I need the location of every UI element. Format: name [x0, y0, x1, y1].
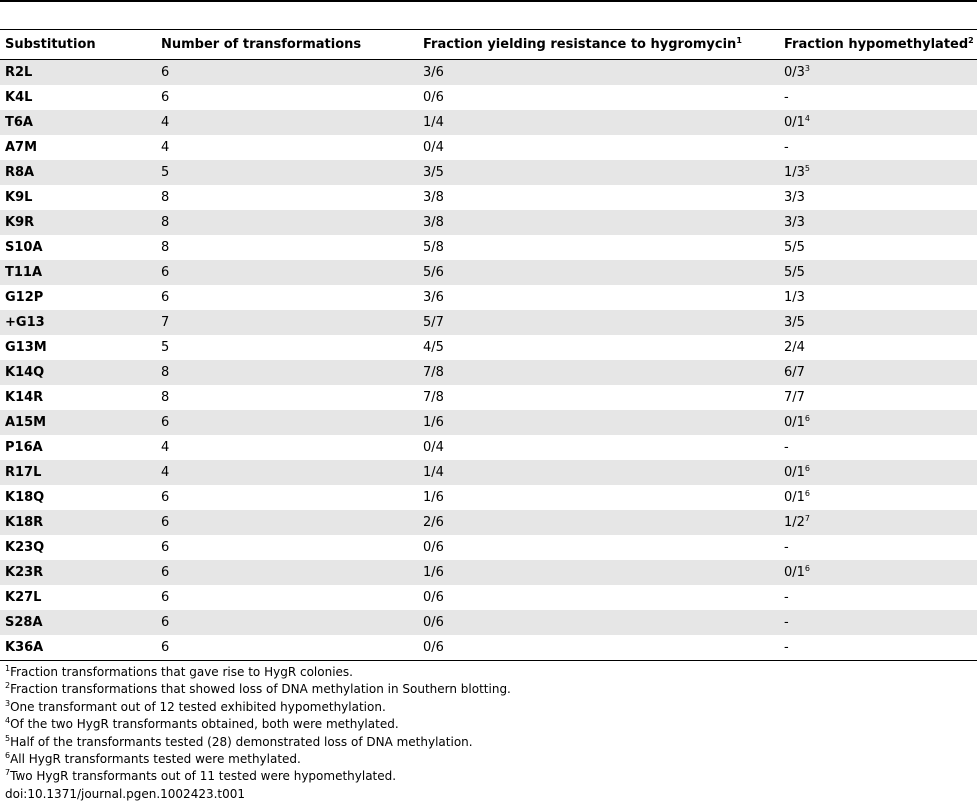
footnote-marker: 7	[804, 514, 811, 523]
footnote-text: All HygR transformants tested were methylated.	[10, 752, 301, 767]
footnote-marker: 5	[5, 733, 11, 743]
transformations-cell: 6	[156, 635, 418, 661]
table-row	[0, 535, 977, 560]
footnote-text: One transformant out of 12 tested exhibited hypomethylation.	[10, 699, 386, 714]
hypomethylated-value: 3/3	[784, 215, 805, 230]
hypomethylated-fraction-cell	[779, 60, 977, 86]
footnote	[5, 768, 511, 785]
footnote-marker: 6	[804, 489, 811, 498]
substitution-cell: G12P	[5, 290, 44, 305]
hygromycin-fraction-cell: 5/7	[418, 310, 779, 335]
hypomethylated-fraction-cell	[779, 435, 977, 460]
substitution-cell: R17L	[0, 460, 156, 485]
footnote-marker: 6	[804, 464, 811, 473]
table-row	[0, 235, 977, 260]
transformations-cell: 6	[161, 540, 170, 555]
table-row	[0, 610, 977, 635]
hypomethylated-value: 1/2	[784, 515, 805, 530]
substitution-cell: K14Q	[0, 360, 156, 385]
substitution-cell: K14R	[5, 390, 44, 405]
hygromycin-fraction-cell: 3/5	[418, 160, 779, 185]
column-header	[418, 30, 779, 60]
table-row	[0, 185, 977, 210]
transformations-cell: 8	[161, 190, 170, 205]
substitution-cell: K23Q	[5, 540, 45, 555]
hygromycin-fraction-cell: 0/4	[423, 140, 444, 155]
hygromycin-fraction-cell: 3/8	[423, 190, 444, 205]
hypomethylated-value: 0/1	[784, 465, 805, 480]
footnote-marker: 2	[968, 36, 974, 45]
hygromycin-fraction-cell: 4/5	[423, 340, 444, 355]
footnotes	[5, 664, 511, 803]
substitution-cell: K9L	[5, 190, 33, 205]
substitution-cell: T11A	[0, 260, 156, 285]
hypomethylated-value: -	[784, 590, 789, 605]
table-row	[0, 85, 977, 110]
transformations-cell: 6	[156, 260, 418, 285]
hypomethylated-fraction-cell	[779, 260, 977, 285]
transformations-cell: 8	[161, 390, 170, 405]
transformations-cell: 6	[156, 410, 418, 435]
hypomethylated-fraction-cell	[779, 635, 977, 661]
transformations-cell: 6	[161, 90, 170, 105]
column-header-label: Fraction yielding resistance to hygromycin	[423, 37, 737, 52]
hypomethylated-value: 5/5	[784, 265, 805, 280]
hygromycin-fraction-cell: 0/6	[418, 635, 779, 661]
hypomethylated-fraction-cell	[779, 210, 977, 235]
transformations-cell: 6	[161, 590, 170, 605]
footnote-text: Two HygR transformants out of 11 tested were hypomethylated.	[10, 769, 397, 784]
transformations-cell: 4	[161, 140, 170, 155]
footnote	[5, 734, 511, 751]
hygromycin-fraction-cell: 1/4	[418, 110, 779, 135]
column-header-label: Number of transformations	[161, 37, 362, 52]
table-row	[0, 360, 977, 385]
hypomethylated-fraction-cell	[779, 610, 977, 635]
substitution-cell: A15M	[0, 410, 156, 435]
hygromycin-fraction-cell: 1/4	[418, 460, 779, 485]
column-header-label: Fraction hypomethylated	[784, 37, 969, 52]
transformations-cell: 8	[156, 210, 418, 235]
hygromycin-fraction-cell: 3/8	[418, 210, 779, 235]
footnote	[5, 681, 511, 698]
footnote-marker: 2	[5, 681, 11, 691]
substitution-cell: K27L	[5, 590, 42, 605]
footnote-marker: 5	[804, 164, 811, 173]
hygromycin-fraction-cell: 0/6	[423, 90, 444, 105]
transformations-cell: 6	[156, 510, 418, 535]
hypomethylated-value: -	[784, 615, 789, 630]
footnote-marker: 3	[804, 64, 811, 73]
hypomethylated-value: -	[784, 640, 789, 655]
table-row	[0, 460, 977, 485]
hypomethylated-value: -	[784, 140, 789, 155]
hypomethylated-value: 0/1	[784, 490, 805, 505]
hypomethylated-value: -	[784, 540, 789, 555]
substitution-cell: K23R	[0, 560, 156, 585]
hypomethylated-fraction-cell	[779, 410, 977, 435]
table-row	[0, 435, 977, 460]
hypomethylated-value: 1/3	[784, 165, 805, 180]
transformations-cell: 5	[156, 160, 418, 185]
footnote-marker: 4	[804, 114, 811, 123]
footnote-text: Of the two HygR transformants obtained, both were methylated.	[10, 717, 399, 732]
transformations-cell: 4	[156, 110, 418, 135]
hypomethylated-value: 1/3	[784, 290, 805, 305]
table-body	[0, 60, 977, 661]
table-row	[0, 310, 977, 335]
hypomethylated-fraction-cell	[779, 85, 977, 110]
hypomethylated-value: 5/5	[784, 240, 805, 255]
transformations-cell: 6	[156, 60, 418, 86]
table-row	[0, 60, 977, 86]
footnote-marker: 6	[804, 564, 811, 573]
substitution-cell: K4L	[5, 90, 33, 105]
footnote-marker: 6	[804, 414, 811, 423]
transformations-cell: 8	[161, 240, 170, 255]
hypomethylated-fraction-cell	[779, 160, 977, 185]
substitution-cell: R8A	[0, 160, 156, 185]
footnote-marker: 3	[5, 698, 11, 708]
hypomethylated-fraction-cell	[779, 585, 977, 610]
substitution-cell: K36A	[0, 635, 156, 661]
footnote	[5, 699, 511, 716]
hypomethylated-fraction-cell	[779, 135, 977, 160]
table-row	[0, 335, 977, 360]
table-row	[0, 260, 977, 285]
footnote-marker: 1	[736, 36, 742, 45]
hypomethylated-value: 3/3	[784, 190, 805, 205]
table-row	[0, 135, 977, 160]
hypomethylated-fraction-cell	[779, 360, 977, 385]
doi-text: doi:10.1371/journal.pgen.1002423.t001	[5, 786, 246, 801]
substitution-cell: A7M	[5, 140, 38, 155]
footnote	[5, 716, 511, 733]
table-header-row	[0, 30, 977, 60]
substitution-cell: S10A	[5, 240, 43, 255]
column-header	[0, 30, 156, 60]
table-row	[0, 285, 977, 310]
table-row	[0, 635, 977, 661]
substitution-cell: K18Q	[5, 490, 45, 505]
hypomethylated-fraction-cell	[779, 235, 977, 260]
substitution-cell: +G13	[0, 310, 156, 335]
hygromycin-fraction-cell: 0/6	[423, 590, 444, 605]
table-row	[0, 210, 977, 235]
substitution-cell: G13M	[5, 340, 47, 355]
transformations-cell: 6	[161, 490, 170, 505]
table-row	[0, 385, 977, 410]
hygromycin-fraction-cell: 3/6	[423, 290, 444, 305]
hypomethylated-fraction-cell	[779, 310, 977, 335]
hygromycin-fraction-cell: 7/8	[418, 360, 779, 385]
hygromycin-fraction-cell: 0/6	[423, 540, 444, 555]
transformations-cell: 7	[156, 310, 418, 335]
hygromycin-fraction-cell: 1/6	[418, 410, 779, 435]
hypomethylated-value: -	[784, 440, 789, 455]
transformations-cell: 4	[161, 440, 170, 455]
hygromycin-fraction-cell: 1/6	[418, 560, 779, 585]
substitution-cell: R2L	[0, 60, 156, 86]
transformations-cell: 6	[156, 560, 418, 585]
column-header-label: Substitution	[5, 37, 96, 52]
hypomethylated-fraction-cell	[779, 560, 977, 585]
table-row	[0, 560, 977, 585]
table-row	[0, 410, 977, 435]
footnote-marker: 7	[5, 768, 11, 778]
footnote-marker: 4	[5, 716, 11, 726]
transformations-cell: 8	[156, 360, 418, 385]
hygromycin-fraction-cell: 7/8	[423, 390, 444, 405]
hygromycin-fraction-cell: 3/6	[418, 60, 779, 86]
column-header	[156, 30, 418, 60]
substitution-cell: K9R	[0, 210, 156, 235]
hypomethylated-fraction-cell	[779, 485, 977, 510]
hygromycin-fraction-cell: 1/6	[423, 490, 444, 505]
substitution-cell: T6A	[0, 110, 156, 135]
hygromycin-fraction-cell: 0/6	[418, 610, 779, 635]
hypomethylated-fraction-cell	[779, 285, 977, 310]
hypomethylated-value: 0/1	[784, 565, 805, 580]
hypomethylated-fraction-cell	[779, 185, 977, 210]
hygromycin-fraction-cell: 0/4	[423, 440, 444, 455]
hygromycin-fraction-cell: 2/6	[418, 510, 779, 535]
substitution-cell: P16A	[5, 440, 43, 455]
footnote-marker: 1	[5, 664, 11, 673]
hypomethylated-value: 0/3	[784, 65, 805, 80]
top-rule	[0, 0, 977, 2]
hypomethylated-fraction-cell	[779, 385, 977, 410]
hygromycin-fraction-cell: 5/8	[423, 240, 444, 255]
footnote-text: Fraction transformations that showed loss of DNA methylation in Southern blotting.	[10, 682, 511, 697]
transformations-cell: 6	[156, 610, 418, 635]
footnote-text: Half of the transformants tested (28) demonstrated loss of DNA methylation.	[10, 734, 473, 749]
table-row	[0, 110, 977, 135]
footnote	[5, 751, 511, 768]
hypomethylated-fraction-cell	[779, 110, 977, 135]
data-table	[0, 29, 977, 661]
transformations-cell: 6	[161, 290, 170, 305]
substitution-cell: K18R	[0, 510, 156, 535]
hypomethylated-fraction-cell	[779, 460, 977, 485]
table-row	[0, 585, 977, 610]
hypomethylated-fraction-cell	[779, 535, 977, 560]
table-row	[0, 485, 977, 510]
footnote-marker: 6	[5, 751, 11, 761]
hypomethylated-value: 0/1	[784, 115, 805, 130]
footnote	[5, 664, 511, 681]
hypomethylated-value: 2/4	[784, 340, 805, 355]
table-row	[0, 510, 977, 535]
footnote-list	[5, 664, 511, 786]
hypomethylated-value: 7/7	[784, 390, 805, 405]
hypomethylated-value: -	[784, 90, 789, 105]
hygromycin-fraction-cell: 5/6	[418, 260, 779, 285]
table-row	[0, 160, 977, 185]
hypomethylated-fraction-cell	[779, 510, 977, 535]
substitution-cell: S28A	[0, 610, 156, 635]
hypomethylated-value: 6/7	[784, 365, 805, 380]
transformations-cell: 4	[156, 460, 418, 485]
column-header	[779, 30, 977, 60]
hypomethylated-value: 3/5	[784, 315, 805, 330]
transformations-cell: 5	[161, 340, 170, 355]
hypomethylated-value: 0/1	[784, 415, 805, 430]
hypomethylated-fraction-cell	[779, 335, 977, 360]
footnote-text: Fraction transformations that gave rise to HygR colonies.	[10, 665, 353, 679]
